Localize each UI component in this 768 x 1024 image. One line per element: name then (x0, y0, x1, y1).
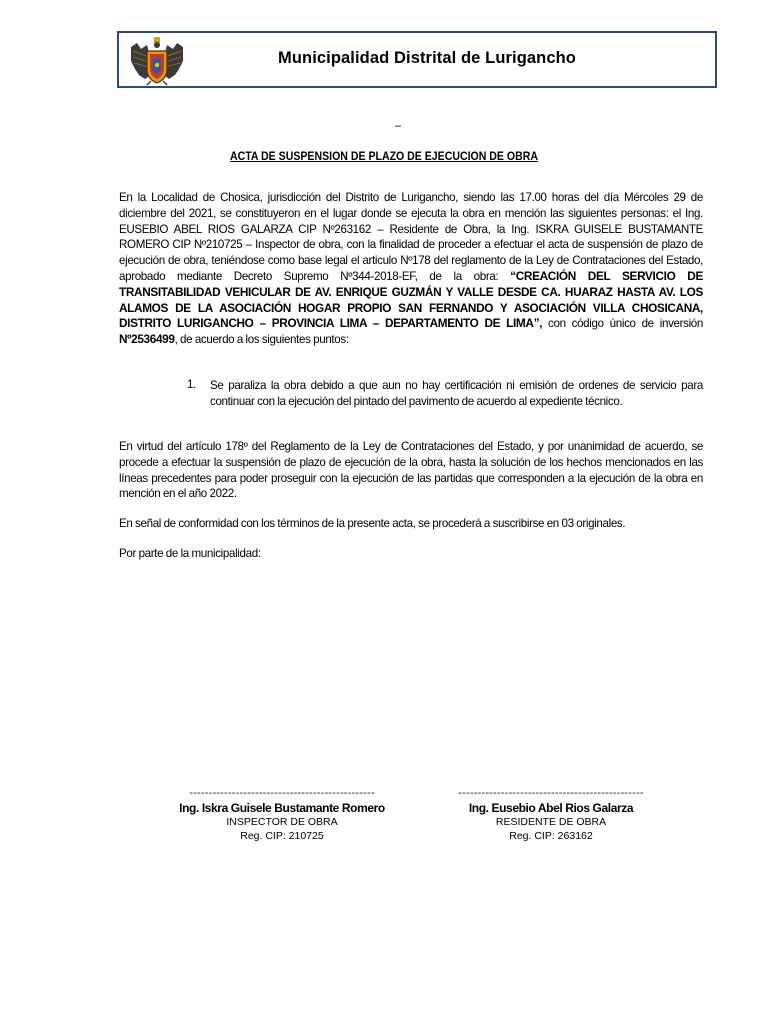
intro-end: , de acuerdo a los siguientes puntos: (174, 333, 349, 347)
investment-code: Nº2536499 (119, 332, 175, 347)
letterhead (117, 31, 717, 88)
signature-line: ------------------------------------------------ (458, 787, 644, 799)
list-item: Se paraliza la obra debido a que aun no hay certificación ni emisión de ordenes de servicio para continuar con la ejecución del pintado del pavimento de acuerdo al expediente técnico. (210, 379, 703, 408)
intro-text: En la Localidad de Chosica, jurisdicción del Distrito de Lurigancho, siendo las 17.00 horas del día Mércoles 29 de diciembre del 2021, se constituyeron en el lugar donde se ejecuta la obra en mención las siguientes personas: el Ing. EUSEBIO ABEL RIOS GALARZA CIP Nº263162 – Residente de Obra, la Ing. ISKRA GUISELE BUSTAMANTE ROMERO CIP Nº210725 – Inspector de obra, con la finalidad de proceder a efectuar el acta de suspensión de plazo de ejecución de obra, teniéndose como base legal el articulo Nº178 del reglamento de la Ley de Contrataciones del Estado, aprobado mediante Decreto Supremo Nº344-2018-EF, de la obra: (119, 191, 703, 283)
list-item-number: 1. (187, 378, 196, 391)
signer-role: RESIDENTE DE OBRA (495, 816, 607, 828)
signature-block-inspector (157, 786, 407, 843)
signer-role: INSPECTOR DE OBRA (226, 816, 338, 828)
legal-basis-paragraph: En virtud del artículo 178º del Reglamento de la Ley de Contrataciones del Estado, y por unanimidad de acuerdo, se procede a efectuar la suspensión de plazo de ejecución de la obra, hasta la solución de los hechos mencionados en las líneas precedentes para poder proseguir con la ejecución de las partidas que corresponden a la ejecución de la obra en mención en el año 2022. (119, 440, 703, 501)
signer-registration: Reg. CIP: 210725 (240, 830, 324, 842)
municipality-name: Municipalidad Distrital de Lurigancho (278, 49, 576, 67)
project-name: “CREACIÓN DEL SERVICIO DE TRANSITABILIDAD VEHICULAR DE AV. ENRIQUE GUZMÁN Y VALLE DESDE CA. HUARAZ HASTA AV. LOS ALAMOS DE LA ASOCIACIÓN HOGAR PROPIO SAN FERNANDO Y ASOCIACIÓN VILLA CHOSICANA, DISTRITO LURIGANCHO – PROVINCIA LIMA – DEPARTAMENTO DE LIMA”, (119, 268, 703, 331)
municipality-party-label: Por parte de la municipalidad: (119, 547, 261, 560)
signer-registration: Reg. CIP: 263162 (509, 830, 593, 842)
signer-name: Ing. Iskra Guisele Bustamante Romero (179, 801, 385, 815)
investment-code-label: con código único de inversión (542, 317, 703, 331)
document-title: ACTA DE SUSPENSION DE PLAZO DE EJECUCION DE OBRA (229, 149, 539, 163)
signature-line: ------------------------------------------------ (189, 787, 375, 799)
separator-dash: – (395, 120, 402, 132)
conformity-paragraph: En señal de conformidad con los términos de la presente acta, se procederá a suscribirse en 03 originales. (119, 517, 626, 530)
signer-name: Ing. Eusebio Abel Rios Galarza (468, 801, 634, 815)
signature-block-resident (426, 786, 676, 843)
intro-paragraph (119, 190, 703, 348)
